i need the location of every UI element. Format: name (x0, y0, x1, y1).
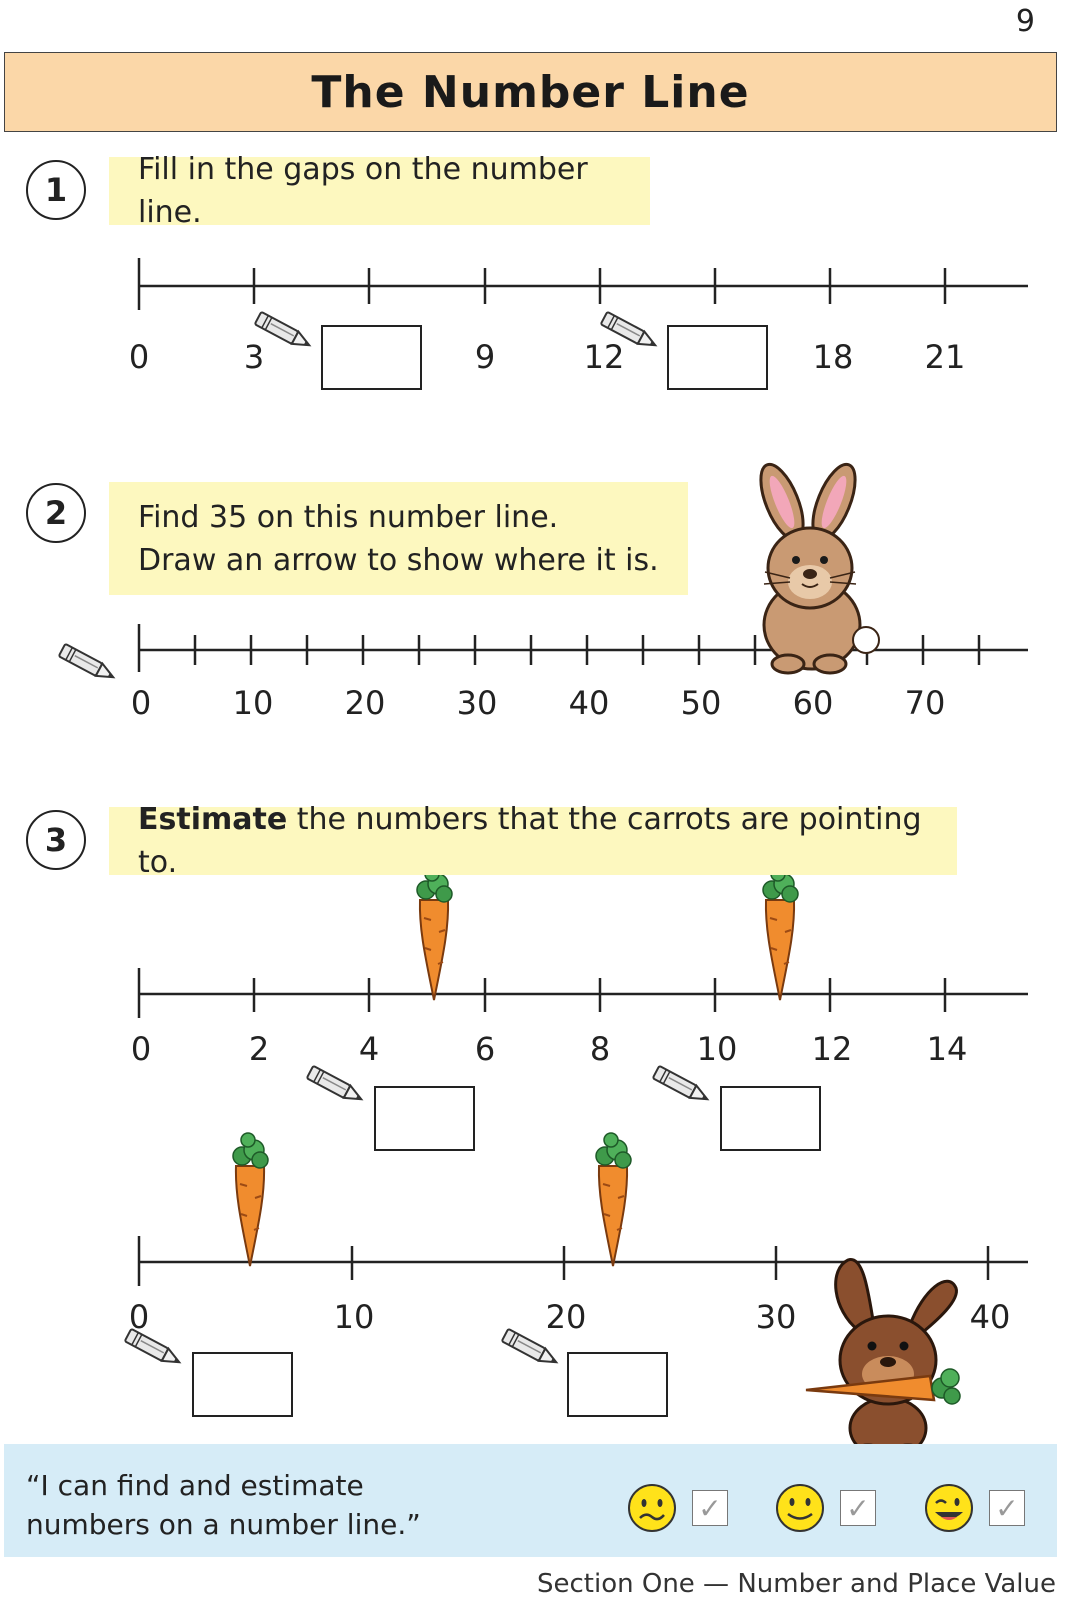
q3-number-line-2 (139, 1236, 1028, 1286)
q3-answer-box[interactable] (192, 1352, 293, 1417)
question-3-instruction (109, 802, 957, 880)
pencil-icon (653, 1066, 711, 1106)
q3a-tick-label: 10 (696, 1030, 738, 1068)
carrot-icon (763, 867, 798, 1000)
question-3-text-rest: the numbers that the carrots are pointing to. (138, 802, 922, 880)
q2-tick-label: 10 (232, 684, 274, 722)
quote-line-2: numbers on a number line.” (26, 1508, 421, 1541)
q2-tick-label: 0 (130, 684, 152, 722)
pencil-icon (59, 644, 117, 684)
question-1-text: Fill in the gaps on the number line. (138, 152, 588, 230)
bunny-icon (806, 1260, 960, 1463)
smile-face-icon[interactable] (774, 1482, 826, 1534)
question-1-number: 1 (26, 160, 86, 220)
q1-answer-box[interactable] (667, 325, 768, 390)
q3-answer-box[interactable] (567, 1352, 668, 1417)
question-2-number: 2 (26, 483, 86, 543)
page-title: The Number Line (311, 66, 750, 118)
q1-number-line (139, 258, 1028, 310)
quote-line-1: “I can find and estimate (26, 1469, 364, 1502)
q2-tick-label: 30 (456, 684, 498, 722)
q3b-tick-label: 20 (545, 1298, 587, 1336)
q3a-tick-label: 2 (248, 1030, 270, 1068)
question-3-text (138, 798, 957, 884)
q3a-tick-label: 0 (130, 1030, 152, 1068)
q3a-tick-label: 14 (926, 1030, 968, 1068)
carrot-icon (596, 1133, 631, 1266)
carrot-icon (417, 867, 452, 1000)
q3b-tick-label: 30 (755, 1298, 797, 1336)
q1-tick-label: 3 (243, 338, 265, 376)
q3a-tick-label: 4 (358, 1030, 380, 1068)
q1-tick-label: 12 (583, 338, 625, 376)
q2-tick-label: 40 (568, 684, 610, 722)
question-2-instruction (109, 482, 688, 595)
checkbox-icon[interactable]: ✓ (840, 1490, 876, 1526)
q2-tick-label: 50 (680, 684, 722, 722)
checkbox-icon[interactable]: ✓ (989, 1490, 1025, 1526)
q1-tick-label: 18 (812, 338, 854, 376)
carrot-icon (233, 1133, 268, 1266)
q1-tick-label: 0 (128, 338, 150, 376)
wink-face-icon[interactable] (923, 1482, 975, 1534)
sad-face-icon[interactable] (626, 1482, 678, 1534)
q3-answer-box[interactable] (720, 1086, 821, 1151)
q3b-tick-label: 40 (969, 1298, 1011, 1336)
bunny-icon (752, 459, 879, 673)
page-number: 9 (1015, 4, 1035, 39)
question-3-number: 3 (26, 810, 86, 870)
q1-tick-label: 21 (924, 338, 966, 376)
q3b-tick-label: 10 (333, 1298, 375, 1336)
q2-number-line (139, 624, 1028, 672)
section-footer: Section One — Number and Place Value (536, 1569, 1056, 1599)
checkbox-icon[interactable]: ✓ (692, 1490, 728, 1526)
q2-tick-label: 70 (904, 684, 946, 722)
question-2-text-line-1: Find 35 on this number line. (138, 499, 559, 535)
question-3-text-bold: Estimate (138, 802, 288, 837)
q3-answer-box[interactable] (374, 1086, 475, 1151)
q3a-tick-label: 12 (811, 1030, 853, 1068)
q3b-tick-label: 0 (128, 1298, 150, 1336)
q3a-tick-label: 6 (474, 1030, 496, 1068)
q2-tick-label: 60 (792, 684, 834, 722)
pencil-icon (307, 1066, 365, 1106)
q3a-tick-label: 8 (589, 1030, 611, 1068)
self-assessment-quote (26, 1466, 421, 1544)
q1-answer-box[interactable] (321, 325, 422, 390)
q1-tick-label: 9 (474, 338, 496, 376)
question-2-text-line-2: Draw an arrow to show where it is. (138, 542, 659, 578)
q3-number-line-1 (139, 968, 1028, 1018)
q2-tick-label: 20 (344, 684, 386, 722)
